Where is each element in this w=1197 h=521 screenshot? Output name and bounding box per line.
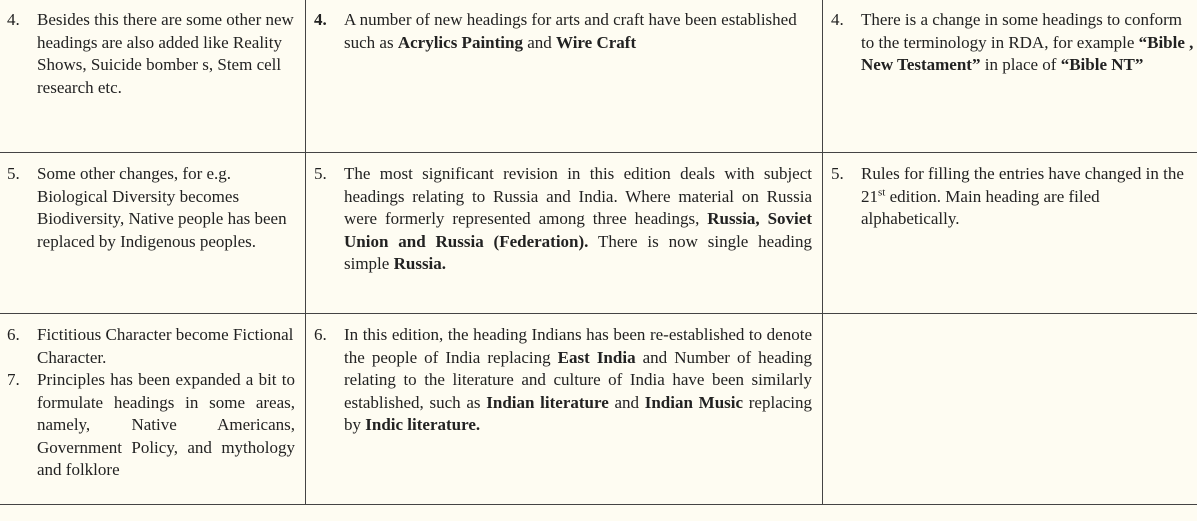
list-item [7, 163, 295, 253]
table-cell [0, 153, 306, 314]
list-item [314, 324, 812, 437]
item-number: 4. [314, 10, 327, 29]
bold-term: Indian literature [486, 392, 609, 412]
item-text [344, 324, 812, 437]
bold-term: East India [557, 347, 636, 367]
list-item [7, 9, 295, 99]
item-text: Besides this there are some other new headings are also added like Reality Shows, Suicide bomber s, Stem cell research etc. [37, 10, 294, 97]
table-row [0, 153, 1197, 314]
item-number: 5. [831, 164, 844, 183]
bold-term: Russia. [393, 254, 447, 273]
text-segment: edition. Main heading are filed alphabetically. [861, 186, 1100, 228]
bold-term: “Bible NT” [1060, 55, 1144, 74]
table-cell [0, 0, 306, 153]
bold-term: Indic literature. [365, 415, 481, 434]
text-segment: replacing by [344, 392, 813, 434]
text-segment: and [522, 32, 557, 52]
table-cell [823, 153, 1197, 314]
table-row [0, 0, 1197, 153]
item-text [344, 9, 812, 54]
text-segment: and [608, 392, 645, 412]
table-cell [823, 0, 1197, 153]
item-number: 6. [314, 325, 327, 344]
bold-term: Russia, Soviet Union and Russia (Federation). [344, 209, 812, 251]
list-item [314, 163, 812, 276]
item-text: Some other changes, for e.g. Biological Diversity becomes Biodiversity, Native people has been replaced by Indigenous peoples. [37, 164, 287, 251]
list-item [831, 9, 1196, 77]
item-number: 4. [7, 10, 20, 29]
table-cell [306, 0, 823, 153]
list-item [831, 163, 1196, 231]
table-cell [0, 314, 306, 505]
superscript: st [878, 185, 886, 198]
list-item [314, 9, 812, 54]
text-segment: Rules for filling the entries have changed in the 21 [861, 164, 1184, 206]
item-number: 5. [314, 164, 327, 183]
text-segment: and Number of heading relating to the literature and culture of India have been similarly established, such as [344, 347, 812, 412]
text-segment: The most significant revision in this edition deals with subject headings relating to Russia and India. Where material on Russia were formerly represented among three headings, [344, 164, 812, 228]
table-cell-empty [823, 314, 1197, 505]
text-segment: In this edition, the heading Indians has been re-established to denote the people of India replacing [344, 325, 812, 367]
item-text [861, 9, 1196, 77]
bold-term: “Bible , New Testament” [861, 32, 1194, 74]
bold-term: Wire Craft [556, 32, 637, 52]
list-item [7, 369, 295, 482]
item-text [861, 163, 1196, 231]
table-row [0, 314, 1197, 505]
item-text [344, 163, 812, 276]
bold-term: Acrylics Painting [397, 32, 523, 52]
bold-term: Indian Music [644, 392, 744, 412]
item-number: 6. [7, 325, 20, 344]
text-segment: A number of new headings for arts and craft have been established such as [344, 10, 797, 52]
text-segment: in place of [980, 55, 1061, 74]
item-number: 7. [7, 370, 20, 389]
item-number: 5. [7, 164, 20, 183]
item-text: Principles has been expanded a bit to formulate headings in some areas, namely, Native Americans, Government Policy, and mythology and folklore [37, 370, 295, 479]
item-text: Fictitious Character become Fictional Character. [37, 325, 294, 367]
text-segment: There is a change in some headings to conform to the terminology in RDA, for example [861, 10, 1183, 52]
table-cell [306, 314, 823, 505]
text-segment: There is now single heading simple [344, 231, 812, 273]
table-cell [306, 153, 823, 314]
item-number: 4. [831, 10, 844, 29]
list-item [7, 324, 295, 369]
